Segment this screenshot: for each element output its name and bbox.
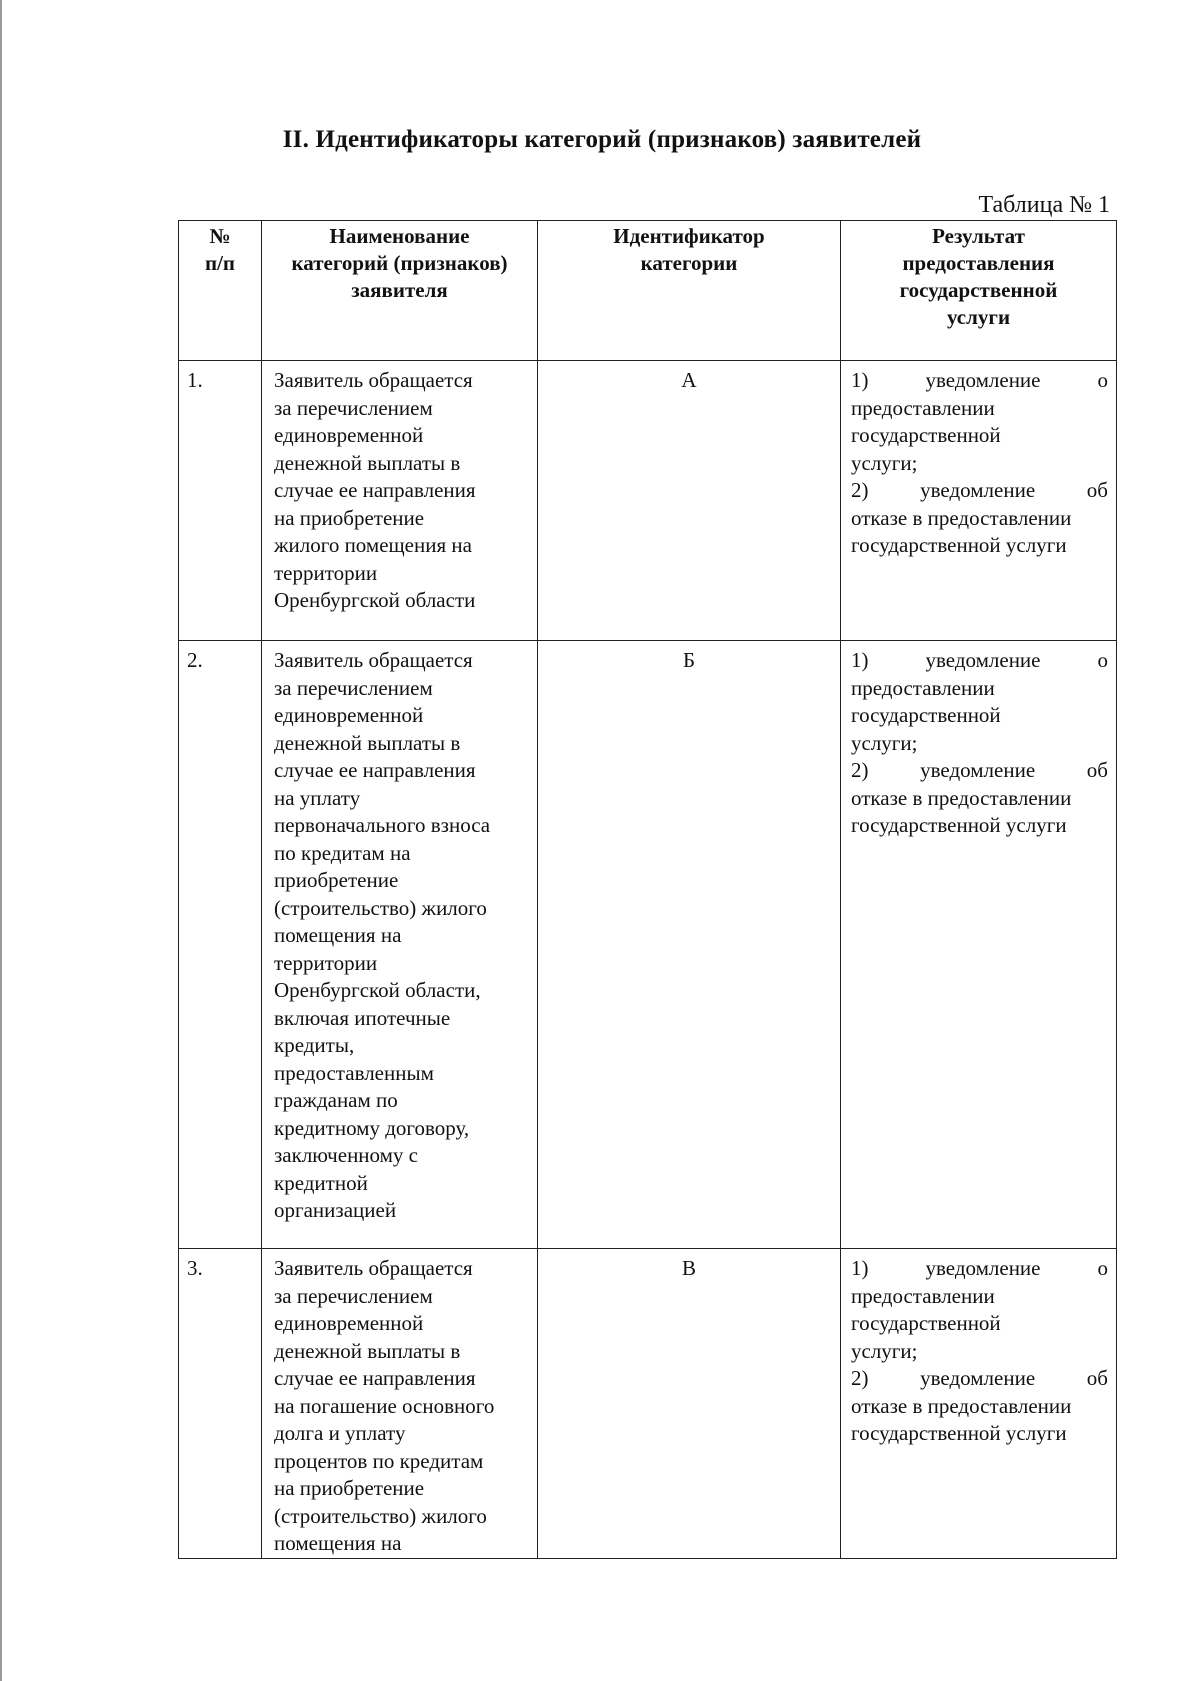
result-line: отказе в предоставлении — [851, 505, 1072, 530]
header-num — [179, 221, 262, 361]
category-name-line: заключенному с — [274, 1143, 419, 1167]
header-service-result — [841, 221, 1117, 361]
category-name-line: жилого помещения на — [274, 533, 472, 557]
category-name-line: единовременной — [274, 1311, 424, 1335]
result-item-number: 1) — [851, 368, 869, 392]
result-item-number: 2) — [851, 1366, 869, 1390]
category-name-line: Заявитель обращается — [274, 648, 473, 672]
category-name-line: Заявитель обращается — [274, 1256, 473, 1280]
category-name-line: по кредитам на — [274, 840, 411, 865]
result-item-preposition: об — [1086, 1366, 1108, 1390]
category-name-line: случае ее направления — [274, 758, 476, 782]
category-name-line: Оренбургской области — [274, 588, 476, 612]
category-name-line: на погашение основного — [274, 1393, 495, 1418]
category-name-line: процентов по кредитам — [274, 1448, 484, 1473]
row-number: 3. — [179, 1249, 262, 1559]
header-name-line: Наименование — [329, 224, 470, 248]
category-name-line: за перечислением — [274, 675, 433, 700]
category-name-line: кредитной — [274, 1170, 368, 1195]
category-name-line: за перечислением — [274, 395, 433, 420]
category-identifier: А — [538, 361, 841, 641]
result-item-2-first-line — [851, 757, 1108, 785]
result-item-1-first-line — [851, 367, 1108, 395]
header-ident-line: категории — [640, 251, 738, 275]
category-name-line: первоначального взноса — [274, 813, 491, 837]
result-item-number: 1) — [851, 1256, 869, 1280]
category-name-line: случае ее направления — [274, 478, 476, 502]
result-line: государственной услуги — [851, 1421, 1067, 1445]
result-line: государственной услуги — [851, 533, 1067, 557]
category-name-line: кредиты, — [274, 1033, 355, 1057]
result-item-number: 1) — [851, 648, 869, 672]
category-name-line: включая ипотечные — [274, 1005, 451, 1030]
result-line: отказе в предоставлении — [851, 1393, 1072, 1418]
category-name-line: территории — [274, 560, 378, 585]
category-name-cell — [262, 641, 538, 1249]
category-identifier: В — [538, 1249, 841, 1559]
category-name-line: единовременной — [274, 703, 424, 727]
header-result-line: услуги — [946, 305, 1011, 329]
category-name-line: денежной выплаты в — [274, 450, 461, 475]
result-line: отказе в предоставлении — [851, 785, 1072, 810]
category-name-line: на приобретение — [274, 1476, 425, 1500]
category-name-line: (строительство) жилого — [274, 895, 487, 920]
result-item-number: 2) — [851, 478, 869, 502]
result-item-number: 2) — [851, 758, 869, 782]
category-name-cell — [262, 361, 538, 641]
result-item-word: уведомление — [920, 478, 1036, 502]
service-result-cell — [841, 641, 1117, 1249]
header-category-name — [262, 221, 538, 361]
row-number: 2. — [179, 641, 262, 1249]
table-row — [179, 1249, 1117, 1559]
category-name-line: Оренбургской области, — [274, 978, 481, 1002]
category-name-line: за перечислением — [274, 1283, 433, 1308]
result-item-word: уведомление — [920, 758, 1036, 782]
category-name-line: предоставленным — [274, 1060, 434, 1085]
result-item-preposition: об — [1086, 478, 1108, 502]
result-line: предоставлении — [851, 395, 995, 420]
result-item-word: уведомление — [920, 1366, 1036, 1390]
header-num-line: п/п — [204, 251, 236, 275]
result-item-2-first-line — [851, 1365, 1108, 1393]
result-item-preposition: о — [1097, 648, 1108, 672]
result-item-word: уведомление — [925, 648, 1041, 672]
result-item-2-first-line — [851, 477, 1108, 505]
header-num-line: № — [209, 224, 231, 248]
result-item-1-first-line — [851, 1255, 1108, 1283]
header-result-line: предоставления — [902, 251, 1055, 275]
result-line: услуги; — [851, 730, 918, 755]
category-name-line: организацией — [274, 1198, 397, 1222]
category-identifier: Б — [538, 641, 841, 1249]
result-line: предоставлении — [851, 1283, 995, 1308]
category-name-line: гражданам по — [274, 1088, 398, 1112]
category-name-line: Заявитель обращается — [274, 368, 473, 392]
category-name-line: кредитному договору, — [274, 1115, 470, 1140]
result-item-word: уведомление — [925, 368, 1041, 392]
category-name-cell — [262, 1249, 538, 1559]
result-item-word: уведомление — [925, 1256, 1041, 1280]
category-name-line: единовременной — [274, 423, 424, 447]
categories-table — [178, 220, 1117, 1559]
header-name-line: категорий (признаков) — [291, 251, 508, 275]
table-row — [179, 361, 1117, 641]
result-line: государственной услуги — [851, 813, 1067, 837]
category-name-line: на уплату — [274, 785, 361, 810]
result-line: государственной — [851, 703, 1001, 727]
category-name-line: территории — [274, 950, 378, 975]
category-name-line: помещения на — [274, 923, 402, 947]
result-item-1-first-line — [851, 647, 1108, 675]
table-row — [179, 641, 1117, 1249]
row-number: 1. — [179, 361, 262, 641]
section-title: II. Идентификаторы категорий (признаков) заявителей — [282, 126, 922, 153]
category-name-line: денежной выплаты в — [274, 730, 461, 755]
header-ident-line: Идентификатор — [613, 224, 765, 248]
category-name-line: (строительство) жилого — [274, 1503, 487, 1528]
result-line: предоставлении — [851, 675, 995, 700]
service-result-cell — [841, 361, 1117, 641]
service-result-cell — [841, 1249, 1117, 1559]
category-name-line: долга и уплату — [274, 1421, 406, 1445]
category-name-line: приобретение — [274, 868, 399, 892]
result-line: услуги; — [851, 450, 918, 475]
category-name-line: денежной выплаты в — [274, 1338, 461, 1363]
header-result-line: Результат — [932, 224, 1025, 248]
header-result-line: государственной — [899, 278, 1058, 302]
result-item-preposition: о — [1097, 1256, 1108, 1280]
category-name-line: помещения на — [274, 1531, 402, 1555]
header-category-identifier — [538, 221, 841, 361]
table-header-row — [179, 221, 1117, 361]
header-name-line: заявителя — [351, 278, 448, 302]
result-line: государственной — [851, 423, 1001, 447]
category-name-line: на приобретение — [274, 505, 425, 530]
table-caption: Таблица № 1 — [978, 192, 1110, 218]
result-item-preposition: об — [1086, 758, 1108, 782]
category-name-line: случае ее направления — [274, 1366, 476, 1390]
result-item-preposition: о — [1097, 368, 1108, 392]
result-line: государственной — [851, 1311, 1001, 1335]
result-line: услуги; — [851, 1338, 918, 1363]
